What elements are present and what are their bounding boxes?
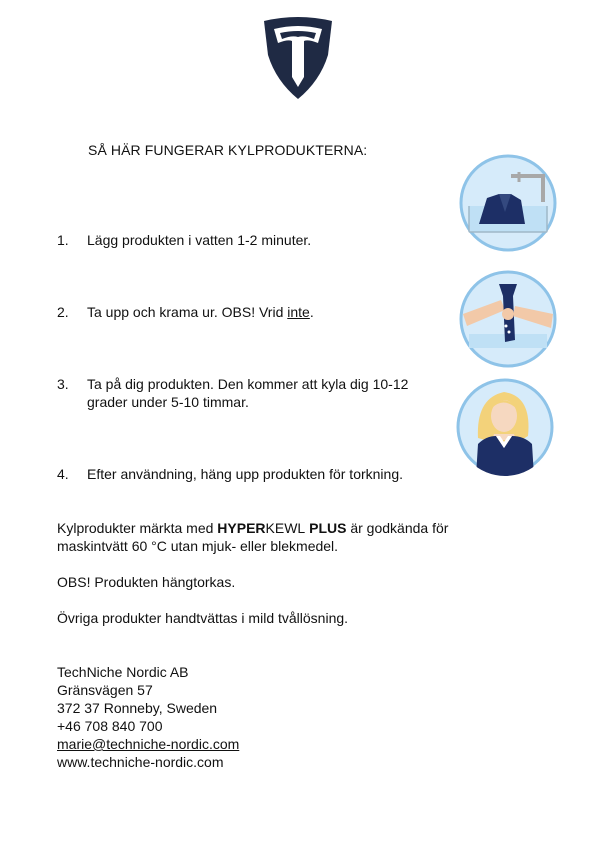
- washing-line-2: maskintvätt 60 °C utan mjuk- eller blekmedel.: [57, 538, 339, 554]
- brand-kewl: KEWL: [265, 520, 306, 536]
- contact-block: [57, 663, 239, 771]
- step-number: 4.: [57, 466, 69, 482]
- step-number: 3.: [57, 376, 69, 392]
- step-text-line: Ta på dig produkten. Den kommer att kyla dig 10-12: [87, 376, 409, 392]
- washing-instructions: [57, 519, 537, 555]
- text-part: är godkända för: [346, 520, 449, 536]
- city-address: 372 37 Ronneby, Sweden: [57, 700, 218, 716]
- brand-plus: PLUS: [305, 520, 347, 536]
- step-number: 1.: [57, 232, 69, 248]
- washing-line-1: [57, 519, 537, 537]
- step-text-line: grader under 5-10 timmar.: [87, 394, 249, 410]
- street-address: Gränsvägen 57: [57, 682, 153, 698]
- step-text-part: .: [309, 304, 314, 320]
- step-number: 2.: [57, 304, 69, 320]
- vest-in-water-icon: [459, 154, 557, 252]
- page-title: SÅ HÄR FUNGERAR KYLPRODUKTERNA:: [88, 142, 368, 158]
- drying-note: OBS! Produkten hängtorkas.: [57, 574, 236, 590]
- shield-t-logo-icon: [260, 15, 336, 101]
- woman-wearing-vest-icon: [456, 378, 554, 476]
- step-text: [87, 303, 447, 321]
- step-text: [87, 375, 447, 411]
- phone-number: +46 708 840 700: [57, 718, 163, 734]
- emphasis-underlined: inte: [287, 304, 310, 320]
- wringing-vest-icon: [459, 270, 557, 368]
- company-logo: [260, 15, 336, 101]
- brand-hyper: HYPER: [217, 520, 266, 536]
- step-text: Efter användning, häng upp produkten för torkning.: [87, 466, 403, 482]
- text-part: Kylprodukter märkta med: [57, 520, 218, 536]
- step-text: Lägg produkten i vatten 1-2 minuter.: [87, 232, 312, 248]
- step-3: [57, 375, 447, 415]
- other-products-note: Övriga produkter handtvättas i mild tvållösning.: [57, 610, 349, 626]
- step-text-part: Ta upp och krama ur. OBS! Vrid: [87, 304, 288, 320]
- email-link[interactable]: marie@techniche-nordic.com: [57, 736, 240, 752]
- website-text: www.techniche-nordic.com: [57, 754, 224, 770]
- company-name: TechNiche Nordic AB: [57, 664, 189, 680]
